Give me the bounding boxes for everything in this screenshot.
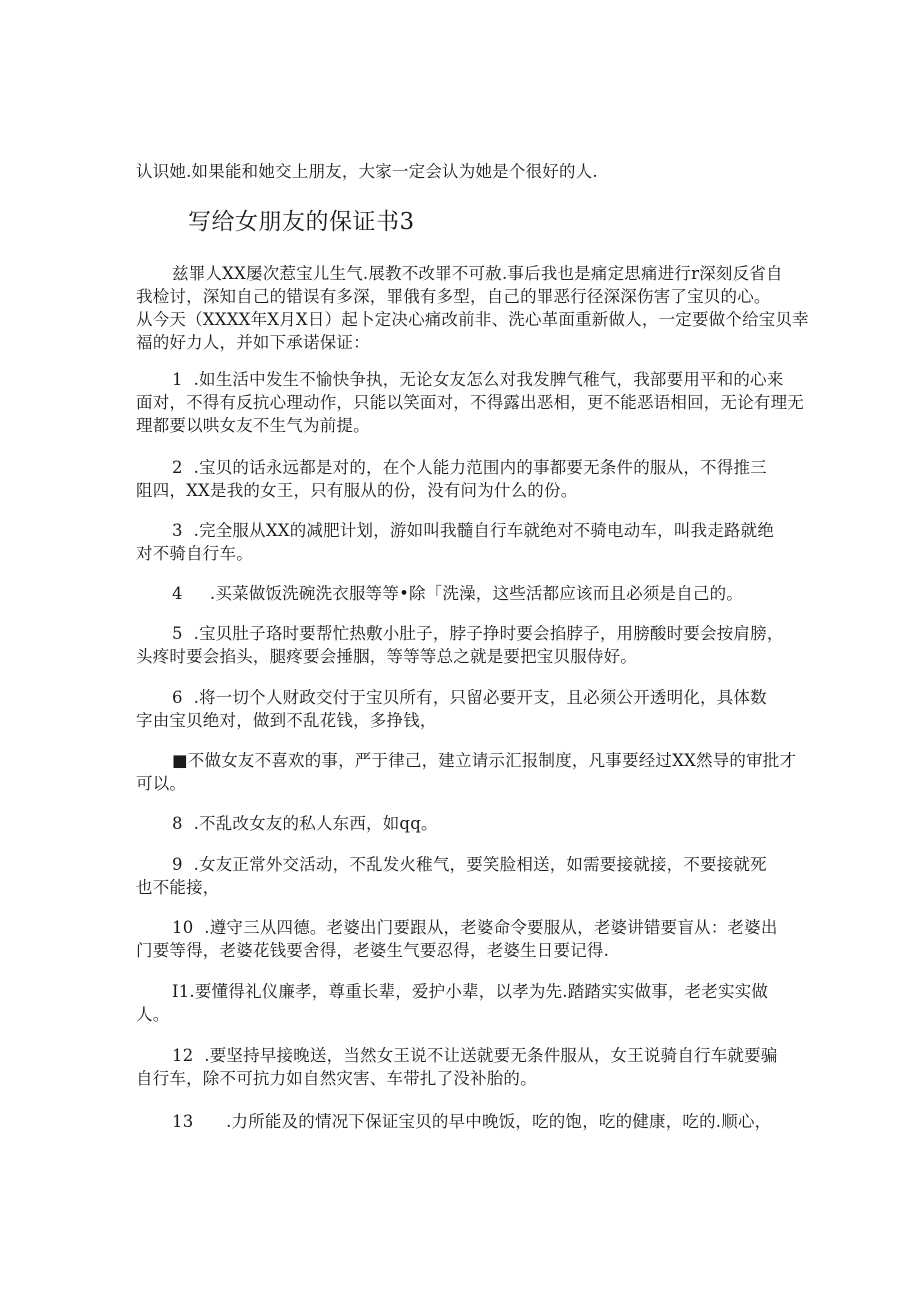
promise-line: 字由宝贝绝对，做到不乱花钱，多挣钱， — [136, 711, 437, 730]
promise-line: 理都要以哄女友不生气为前提。 — [136, 416, 370, 435]
promise-line: 对不骑自行车。 — [136, 544, 253, 563]
opening-line: 福的好力人，并如下承诺保证： — [136, 333, 370, 352]
promise-line: 10 .遵守三从四德。老婆出门要跟从，老婆命令要服从，老婆讲错要盲从：老婆出 — [172, 918, 778, 937]
promise-line: 面对，不得有反抗心理动作，只能以笑面对，不得露出恶相，更不能恶语相回，无论有理无 — [136, 393, 804, 412]
promise-line: I1.要懂得礼仪廉孝，尊重长辈，爱护小辈，以孝为先.踏踏实实做事，老老实实做 — [172, 982, 769, 1001]
promise-line: 阻四，XX是我的女王，只有服从的份，没有问为什么的份。 — [136, 481, 578, 500]
promise-line: 3 .完全服从XX的减肥计划，游如叫我髓自行车就绝对不骑电动车，叫我走路就绝 — [172, 521, 775, 540]
promise-line: 12 .要坚持早接晚送，当然女王说不让送就要无条件服从，女王说骑自行车就要骗 — [172, 1046, 778, 1065]
promise-line: 可以。 — [136, 774, 187, 793]
promise-line: 13 .力所能及的情况下保证宝贝的早中晚饭，吃的饱，吃的健康，吃的.顺心， — [172, 1112, 772, 1131]
promise-line: 9 .女友正常外交活动，不乱发火稚气，要笑脸相送，如需要接就接，不要接就死 — [172, 855, 767, 874]
opening-line: 我检讨，深知自己的错误有多深，罪俄有多型，自己的罪恶行径深深伤害了宝贝的心。 — [136, 287, 771, 306]
promise-line: 8 .不乱改女友的私人东西，如qq。 — [172, 814, 438, 833]
promise-line: 门要等得，老婆花钱要舍得，老婆生气要忍得，老婆生日要记得. — [136, 941, 610, 960]
promise-line: 2 .宝贝的话永远都是对的，在个人能力范围内的事都要无条件的服从，不得推三 — [172, 458, 767, 477]
section-heading: 写给女朋友的保证书3 — [188, 209, 415, 235]
promise-line: 人。 — [136, 1005, 170, 1024]
opening-line: 兹罪人XX屡次惹宝儿生气.展教不改罪不可赦.事后我也是痛定思痛进行r深刻反省自 — [172, 264, 783, 283]
promise-line: 6 .将一切个人财政交付于宝贝所有，只留必要开支，且必须公开透明化，具体数 — [172, 688, 767, 707]
opening-line: 从今天（XXXX年X月X日）起卜定决心痛改前非、洗心革面重新做人，一定要做个给宝贝幸 — [136, 310, 809, 329]
promise-line: 自行车，除不可抗力如自然灾害、车带扎了没补胎的。 — [136, 1069, 537, 1088]
promise-line: 4 .买菜做饭洗碗洗衣服等等•除「洗澡，这些活都应该而且必须是自己的。 — [172, 584, 743, 603]
intro-tail-text: 认识她.如果能和她交上朋友，大家一定会认为她是个很好的人. — [136, 162, 598, 181]
promise-line: 头疼时要会掐头，腿疼要会捶胭，等等等总之就是要把宝贝服侍好。 — [136, 647, 637, 666]
promise-line: 1 .如生活中发生不愉快争执，无论女友怎么对我发脾气稚气，我部要用平和的心来 — [172, 370, 784, 389]
promise-line: 也不能接， — [136, 878, 220, 897]
promise-line: ■不做女友不喜欢的事，严于律己，建立请示汇报制度，凡事要经过XX然导的审批才 — [172, 751, 797, 770]
promise-line: 5 .宝贝肚子珞时要帮忙热敷小肚子，脖子挣时要会掐脖子，用膀酸时要会按肩膀， — [172, 624, 784, 643]
